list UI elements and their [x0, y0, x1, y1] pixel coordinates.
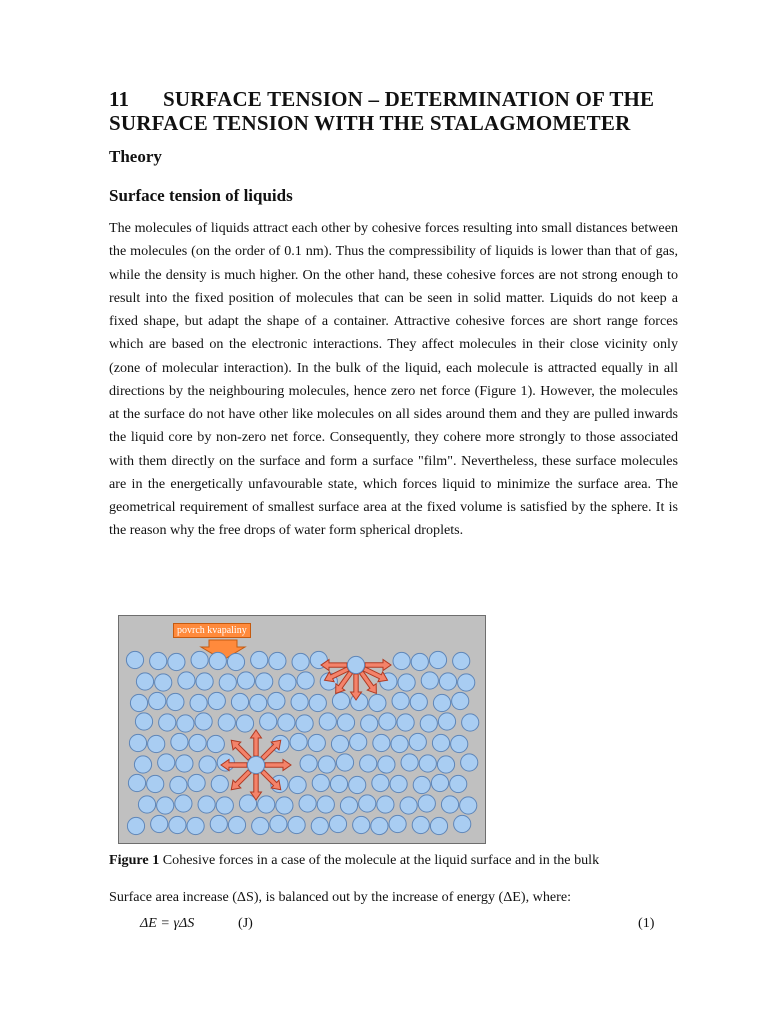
molecule-icon	[300, 755, 317, 772]
molecule-icon	[176, 755, 193, 772]
molecule-icon	[231, 693, 248, 710]
molecule-icon	[409, 733, 426, 750]
molecule-icon	[410, 693, 427, 710]
molecule-icon	[411, 653, 428, 670]
molecule-icon	[336, 754, 353, 771]
molecule-icon	[171, 733, 188, 750]
molecule-icon	[189, 734, 206, 751]
molecule-icon	[438, 713, 455, 730]
molecule-icon	[167, 693, 184, 710]
molecule-icon	[228, 816, 245, 833]
molecule-icon	[195, 713, 212, 730]
molecule-icon	[237, 672, 254, 689]
molecule-icon	[393, 652, 410, 669]
molecule-icon	[311, 817, 328, 834]
molecule-icon	[134, 756, 151, 773]
molecule-icon	[236, 715, 253, 732]
molecule-icon	[458, 674, 475, 691]
molecule-icon	[431, 774, 448, 791]
molecule-icon	[169, 816, 186, 833]
molecule-icon	[190, 694, 207, 711]
molecule-icon	[372, 774, 389, 791]
molecule-icon	[419, 755, 436, 772]
molecule-icon	[450, 775, 467, 792]
molecule-icon	[196, 673, 213, 690]
molecule-icon	[308, 734, 325, 751]
molecule-icon	[198, 796, 215, 813]
force-arrow-icon	[231, 770, 251, 790]
molecule-icon	[418, 795, 435, 812]
molecule-icon	[451, 735, 468, 752]
force-arrow-icon	[265, 760, 291, 771]
molecule-icon	[420, 715, 437, 732]
molecule-icon	[218, 714, 235, 731]
equation-number: (1)	[638, 915, 655, 931]
figure-caption-label: Figure 1	[109, 852, 160, 868]
force-arrow-icon	[231, 740, 251, 760]
molecule-icon	[329, 815, 346, 832]
molecule-icon	[429, 651, 446, 668]
molecule-icon	[437, 756, 454, 773]
equation-formula: ΔE = γΔS	[140, 915, 195, 931]
molecule-icon	[439, 673, 456, 690]
molecule-icon	[290, 733, 307, 750]
surface-molecule-icon	[347, 656, 364, 673]
molecule-icon	[319, 713, 336, 730]
molecule-icon	[157, 797, 174, 814]
molecule-icon	[168, 653, 185, 670]
body-paragraph: The molecules of liquids attract each other by cohesive forces resulting into small distances between the molecules (on the order of 0.1 nm). Thus the compressibility of liquids is lower than that of gas, while the density is much higher. On the other hand, these cohesive forces are not strong enough to result into the fixed position of molecules that can be seen in solid matter. Liquids do not keep a fixed shape, but adapt the shape of a container. Attractive cohesive forces are short range forces which are based on the electronic interactions. They affect molecules in their close vicinity only (zone of molecular interaction). In the bulk of the liquid, each molecule is attracted equally in all directions by the neighbouring molecules, hence zero net force (Figure 1). However, the molecules at the surface do not have other like molecules on all sides around them and they are pulled inwards the liquid core by non-zero net force. Consequently, they cohere more strongly to those associated with them directly on the surface and form a surface "film". Nevertheless, these surface molecules are in the energetically unfavourable state, which forces liquid to minimize the surface area. The geometrical requirement of smallest surface area at the fixed volume is satisfied by the sphere. It is the reason why the free drops of water form spherical droplets.	[109, 220, 678, 539]
molecule-icon	[331, 735, 348, 752]
molecule-icon	[187, 817, 204, 834]
molecule-icon	[369, 694, 386, 711]
molecule-icon	[199, 756, 216, 773]
molecule-icon	[252, 817, 269, 834]
molecule-icon	[299, 795, 316, 812]
molecule-icon	[208, 692, 225, 709]
section-title-line-1	[109, 87, 677, 111]
molecule-icon	[291, 693, 308, 710]
molecule-icon	[269, 652, 286, 669]
molecule-icon	[175, 795, 192, 812]
molecule-icon	[207, 735, 224, 752]
molecule-icon	[159, 714, 176, 731]
section-number: 11	[109, 87, 130, 111]
molecule-icon	[211, 775, 228, 792]
section-title-line-2: SURFACE TENSION WITH THE STALAGMOMETER	[109, 111, 631, 135]
molecule-icon	[401, 754, 418, 771]
molecule-icon	[135, 713, 152, 730]
molecule-icon	[149, 692, 166, 709]
molecule-icon	[392, 692, 409, 709]
molecule-icon	[126, 651, 143, 668]
molecule-icon	[373, 734, 390, 751]
molecule-icon	[127, 817, 144, 834]
molecule-icon	[378, 756, 395, 773]
molecule-icon	[251, 651, 268, 668]
molecule-icon	[377, 796, 394, 813]
molecules-diagram	[119, 616, 485, 843]
molecule-icon	[330, 775, 347, 792]
molecule-icon	[289, 776, 306, 793]
molecule-icon	[292, 653, 309, 670]
molecule-icon	[318, 756, 335, 773]
molecule-icon	[155, 674, 172, 691]
molecule-icon	[256, 673, 273, 690]
molecule-icon	[158, 754, 175, 771]
molecule-icon	[148, 735, 165, 752]
molecule-icon	[129, 734, 146, 751]
molecule-icon	[433, 694, 450, 711]
molecule-icon	[421, 672, 438, 689]
molecule-icon	[461, 754, 478, 771]
molecule-icon	[391, 735, 408, 752]
molecule-icon	[453, 652, 470, 669]
molecule-icon	[278, 714, 295, 731]
molecule-icon	[147, 775, 164, 792]
molecule-icon	[454, 815, 471, 832]
molecule-icon	[170, 776, 187, 793]
molecule-icon	[353, 816, 370, 833]
molecule-icon	[276, 797, 293, 814]
molecule-icon	[350, 733, 367, 750]
molecule-icon	[297, 672, 314, 689]
molecule-icon	[397, 714, 414, 731]
molecule-icon	[460, 797, 477, 814]
molecule-icon	[216, 797, 233, 814]
molecule-icon	[361, 715, 378, 732]
force-arrow-icon	[251, 730, 262, 756]
molecule-icon	[219, 674, 236, 691]
molecule-icon	[337, 714, 354, 731]
figure-1-illustration	[118, 615, 486, 844]
molecule-icon	[317, 796, 334, 813]
molecule-icon	[250, 694, 267, 711]
energy-sentence: Surface area increase (ΔS), is balanced out by the increase of energy (ΔE), where:	[109, 889, 571, 905]
molecule-icon	[430, 817, 447, 834]
molecule-icon	[296, 715, 313, 732]
section-title-text-1: SURFACE TENSION – DETERMINATION OF THE	[163, 87, 655, 111]
molecule-icon	[312, 774, 329, 791]
molecule-icon	[398, 674, 415, 691]
molecule-icon	[340, 797, 357, 814]
molecule-icon	[258, 796, 275, 813]
molecule-icon	[371, 817, 388, 834]
equation-unit: (J)	[238, 915, 253, 931]
molecule-icon	[309, 694, 326, 711]
molecule-icon	[191, 651, 208, 668]
molecule-icon	[462, 714, 479, 731]
bulk-molecule-icon	[247, 756, 264, 773]
molecule-icon	[227, 653, 244, 670]
surface-callout-label: povrch kvapaliny	[173, 623, 251, 638]
molecule-icon	[332, 692, 349, 709]
molecule-icon	[389, 815, 406, 832]
molecule-icon	[209, 652, 226, 669]
molecule-icon	[270, 815, 287, 832]
molecule-icon	[400, 797, 417, 814]
molecule-icon	[260, 713, 277, 730]
molecule-icon	[412, 816, 429, 833]
molecule-icon	[452, 692, 469, 709]
molecule-icon	[138, 796, 155, 813]
molecule-icon	[432, 734, 449, 751]
molecule-icon	[288, 816, 305, 833]
equation-row	[0, 915, 768, 935]
molecule-icon	[359, 795, 376, 812]
molecule-icon	[441, 796, 458, 813]
subsection-heading: Surface tension of liquids	[109, 186, 293, 205]
theory-heading: Theory	[109, 147, 162, 166]
molecule-icon	[178, 672, 195, 689]
figure-caption	[109, 852, 709, 869]
molecule-icon	[349, 776, 366, 793]
molecule-icon	[136, 673, 153, 690]
molecule-icon	[150, 652, 167, 669]
molecule-icon	[390, 775, 407, 792]
molecule-icon	[210, 815, 227, 832]
molecule-icon	[360, 755, 377, 772]
molecule-icon	[128, 774, 145, 791]
figure-caption-text: Cohesive forces in a case of the molecule at the liquid surface and in the bulk	[159, 852, 600, 868]
molecule-icon	[177, 715, 194, 732]
molecule-icon	[130, 694, 147, 711]
molecule-icon	[188, 774, 205, 791]
molecule-icon	[413, 776, 430, 793]
molecule-icon	[151, 815, 168, 832]
molecule-icon	[279, 674, 296, 691]
molecule-icon	[268, 692, 285, 709]
molecule-icon	[379, 713, 396, 730]
